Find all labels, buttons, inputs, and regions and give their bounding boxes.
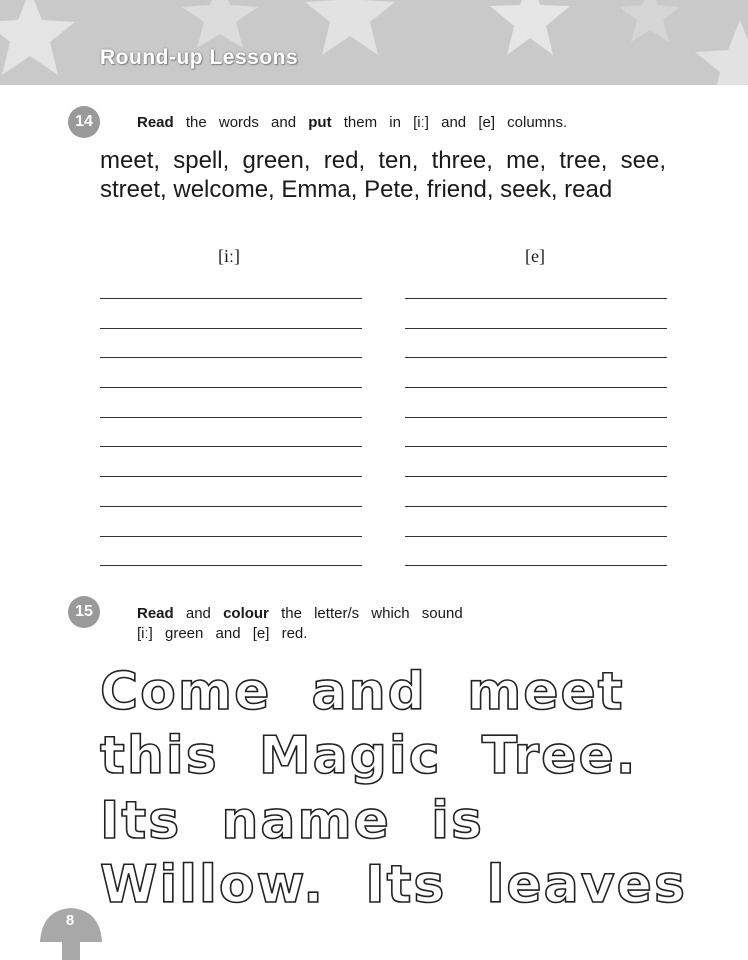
colouring-text-line[interactable]: this Magic Tree. — [100, 726, 638, 786]
writing-line[interactable] — [405, 357, 667, 387]
writing-column-ee — [100, 298, 362, 595]
writing-line[interactable] — [100, 476, 362, 506]
writing-line[interactable] — [100, 565, 362, 595]
writing-line[interactable] — [405, 565, 667, 595]
colouring-text-line[interactable]: Willow. Its leaves — [100, 855, 687, 915]
exercise-14-instruction — [137, 114, 567, 131]
colouring-text-line[interactable]: Come and meet — [100, 662, 625, 722]
writing-line[interactable] — [100, 506, 362, 536]
exercise-15-instruction — [137, 605, 463, 622]
page-header — [0, 0, 748, 85]
writing-line[interactable] — [100, 417, 362, 447]
writing-line[interactable] — [405, 536, 667, 566]
word-list: meet, spell, green, red, ten, three, me, tree, see, street, welcome, Emma, Pete, friend, seek, read — [100, 147, 666, 203]
writing-column-e — [405, 298, 667, 595]
instruction-text: the words and — [185, 114, 297, 131]
writing-line[interactable] — [100, 298, 362, 328]
exercise-14-badge: 14 — [68, 106, 100, 138]
writing-line[interactable] — [405, 298, 667, 328]
writing-line[interactable] — [405, 446, 667, 476]
writing-line[interactable] — [100, 387, 362, 417]
column-heading-e: [e] — [525, 246, 545, 266]
writing-line[interactable] — [405, 506, 667, 536]
writing-line[interactable] — [405, 476, 667, 506]
instruction-text: them in [iː] and [e] columns. — [343, 114, 568, 131]
writing-line[interactable] — [100, 328, 362, 358]
writing-line[interactable] — [405, 328, 667, 358]
instruction-word: Read — [137, 605, 174, 622]
colouring-text-line[interactable]: Its name is — [100, 791, 484, 851]
stars-decoration — [0, 0, 748, 85]
writing-line[interactable] — [100, 446, 362, 476]
exercise-15-badge: 15 — [68, 596, 100, 628]
page-number: 8 — [65, 912, 75, 929]
writing-line[interactable] — [100, 357, 362, 387]
instruction-word: Read — [137, 114, 174, 131]
writing-line[interactable] — [405, 387, 667, 417]
instruction-text: the letter/s which sound — [281, 605, 463, 622]
writing-line[interactable] — [100, 536, 362, 566]
column-heading-ee: [iː] — [218, 246, 240, 266]
instruction-word: colour — [223, 605, 269, 622]
section-title: Round-up Lessons — [100, 46, 299, 69]
writing-line[interactable] — [405, 417, 667, 447]
instruction-word: put — [308, 114, 332, 131]
instruction-text: and — [185, 605, 211, 622]
exercise-15-instruction-line2: [iː] green and [e] red. — [137, 625, 308, 642]
